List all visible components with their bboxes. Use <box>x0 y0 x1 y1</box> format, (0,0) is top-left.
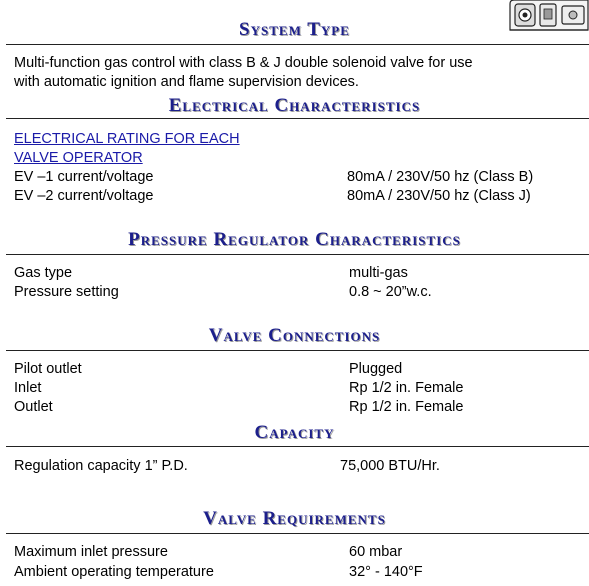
section-divider <box>6 118 589 119</box>
valve-requirements-heading: Valve Requirements <box>203 508 386 529</box>
section-divider <box>6 254 589 255</box>
pressure-setting-label: Pressure setting <box>14 284 119 300</box>
section-divider <box>6 533 589 534</box>
gas-type-value: multi-gas <box>349 265 408 281</box>
pilot-outlet-label: Pilot outlet <box>14 361 82 377</box>
system-type-heading: System Type <box>239 19 350 40</box>
electrical-rating-link-line-1[interactable]: ELECTRICAL RATING FOR EACH <box>14 131 240 147</box>
system-description-line-2: with automatic ignition and flame supervision devices. <box>14 74 359 90</box>
section-divider <box>6 44 589 45</box>
ev2-value: 80mA / 230V/50 hz (Class J) <box>347 188 531 204</box>
electrical-characteristics-heading: Electrical Characteristics <box>168 95 421 116</box>
inlet-value: Rp 1/2 in. Female <box>349 380 464 396</box>
system-description-line-1: Multi-function gas control with class B & J double solenoid valve for use <box>14 55 473 71</box>
regulation-capacity-value: 75,000 BTU/Hr. <box>340 458 440 474</box>
section-divider <box>6 446 589 447</box>
pressure-regulator-heading: Pressure Regulator Characteristics <box>128 229 461 250</box>
pilot-outlet-value: Plugged <box>349 361 403 377</box>
max-inlet-pressure-value: 60 mbar <box>349 544 403 560</box>
ev1-label: EV –1 current/voltage <box>14 169 154 185</box>
max-inlet-pressure-label: Maximum inlet pressure <box>14 544 168 560</box>
outlet-value: Rp 1/2 in. Female <box>349 399 464 415</box>
electrical-rating-link-line-2[interactable]: VALVE OPERATOR <box>14 150 143 166</box>
ev2-label: EV –2 current/voltage <box>14 188 154 204</box>
valve-connections-heading: Valve Connections <box>208 325 381 346</box>
outlet-label: Outlet <box>14 399 53 415</box>
inlet-label: Inlet <box>14 380 42 396</box>
capacity-heading: Capacity <box>254 422 335 443</box>
ev1-value: 80mA / 230V/50 hz (Class B) <box>347 169 534 185</box>
pressure-setting-value: 0.8 ~ 20”w.c. <box>349 284 432 300</box>
ambient-temperature-label: Ambient operating temperature <box>14 564 214 580</box>
section-divider <box>6 350 589 351</box>
gas-type-label: Gas type <box>14 265 73 281</box>
ambient-temperature-value: 32° - 140°F <box>349 564 423 580</box>
regulation-capacity-label: Regulation capacity 1” P.D. <box>14 458 188 474</box>
